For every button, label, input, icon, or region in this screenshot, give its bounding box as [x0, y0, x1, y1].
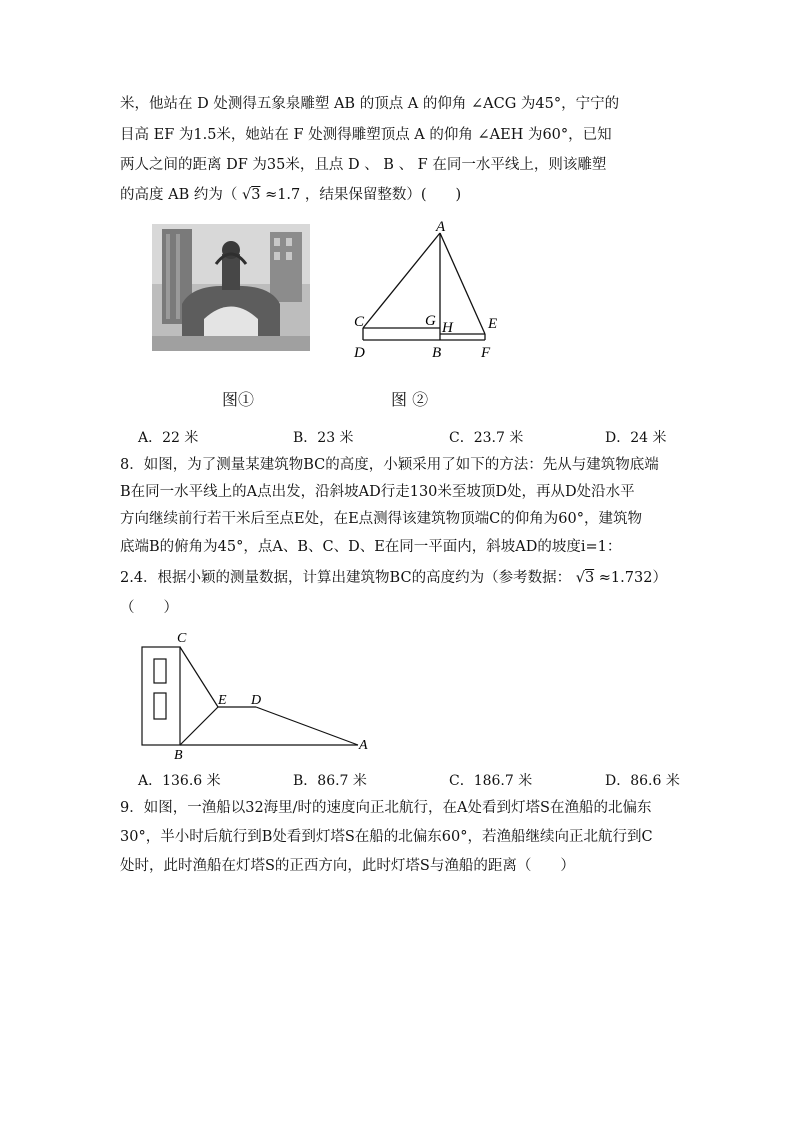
q7-option-a: A．22 米 [138, 430, 199, 446]
sqrt-radicand: 3 [251, 187, 261, 203]
label-D: D [354, 345, 365, 361]
q7-line-4-prefix: 的高度 AB 约为（ [120, 187, 238, 203]
q7-option-b: B．23 米 [293, 430, 354, 446]
q8-option-c: C．186.7 米 [449, 773, 533, 789]
label-A: A [359, 738, 368, 753]
q8-line-4: 底端B的俯角为45°，点A、B、C、D、E在同一平面内，斜坡AD的坡度i=1： [120, 539, 622, 555]
label-C: C [354, 314, 365, 330]
building-slope-diagram [130, 627, 380, 762]
q7-line-4 [120, 185, 461, 205]
q7-line-3: 两人之间的距离 DF 为35米，且点 D 、 B 、 F 在同一水平线上，则该雕塑 [120, 157, 607, 173]
label-F: F [481, 345, 491, 361]
line-AE [440, 233, 485, 334]
line-BE [180, 707, 218, 745]
q9-line-1: 9．如图，一渔船以32海里/时的速度向正北航行，在A处看到灯塔S在渔船的北偏东 [120, 800, 652, 816]
sculpture-photo [152, 224, 310, 351]
q9-line-3: 处时，此时渔船在灯塔S的正西方向，此时灯塔S与渔船的距离（ ） [120, 858, 575, 874]
q8-line-5-suffix: ≈1.732） [598, 570, 667, 586]
q8-line-1: 8．如图，为了测量某建筑物BC的高度，小颖采用了如下的方法：先从与建筑物底端 [120, 457, 659, 473]
sqrt-symbol: √3 [241, 187, 261, 203]
q8-line-5-prefix: 2.4．根据小颖的测量数据，计算出建筑物BC的高度约为（参考数据： [120, 570, 572, 586]
q8-option-d: D．86.6 米 [605, 773, 680, 789]
label-C: C [177, 631, 187, 646]
q8-line-5 [120, 568, 667, 588]
line-DA [256, 707, 358, 745]
label-G: G [425, 313, 436, 329]
q8-option-a: A．136.6 米 [138, 773, 221, 789]
sqrt-symbol: √3 [575, 570, 595, 586]
label-B: B [432, 345, 442, 361]
sqrt-radicand: 3 [584, 570, 595, 586]
q8-line-6: （ ） [120, 600, 178, 616]
figure-2-caption: 图 ② [391, 390, 429, 409]
label-D: D [251, 693, 262, 708]
label-E: E [218, 693, 227, 708]
triangle-diagram [340, 215, 520, 365]
label-H: H [442, 320, 453, 336]
line-CE [180, 647, 218, 707]
label-E: E [488, 316, 498, 332]
label-A: A [436, 219, 446, 235]
building-window-top [154, 659, 166, 683]
q8-line-3: 方向继续前行若干米后至点E处，在E点测得该建筑物顶端C的仰角为60°，建筑物 [120, 511, 642, 527]
label-B: B [174, 748, 183, 762]
q7-line-2: 目高 EF 为1.5米，她站在 F 处测得雕塑顶点 A 的仰角 ∠AEH 为60°，已知 [120, 127, 612, 143]
q9-line-2: 30°，半小时后航行到B处看到灯塔S在船的北偏东60°，若渔船继续向正北航行到C [120, 829, 653, 845]
figure-1-caption: 图① [222, 390, 255, 409]
building-window-bottom [154, 693, 166, 719]
building-outline [142, 647, 180, 745]
q8-line-2: B在同一水平线上的A点出发，沿斜坡AD行走130米至坡顶D处，再从D处沿水平 [120, 484, 635, 500]
q7-option-c: C．23.7 米 [449, 430, 524, 446]
q7-option-d: D．24 米 [605, 430, 667, 446]
q7-line-4-suffix: ≈1.7 ，结果保留整数）( ) [265, 187, 462, 203]
q8-option-b: B．86.7 米 [293, 773, 367, 789]
q7-line-1: 米，他站在 D 处测得五象泉雕塑 AB 的顶点 A 的仰角 ∠ACG 为45°，宁宁的 [120, 96, 620, 112]
